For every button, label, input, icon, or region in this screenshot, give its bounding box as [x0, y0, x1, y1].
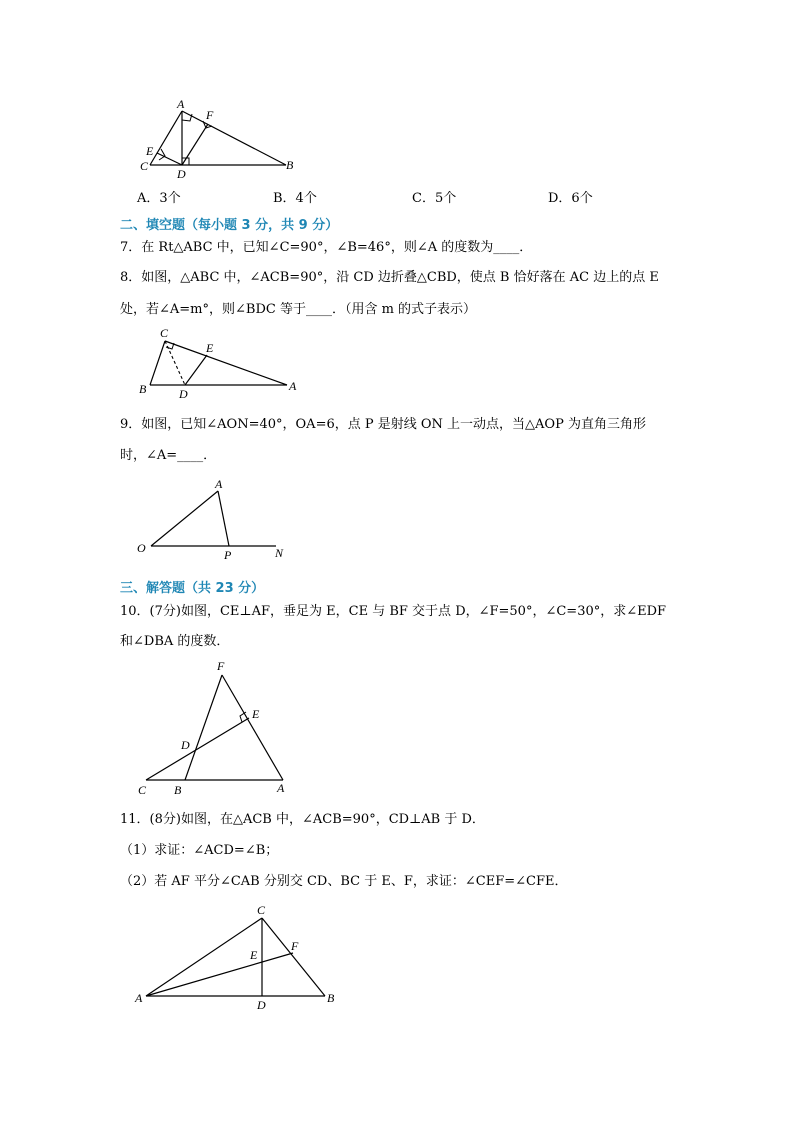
q8-label-B: B [139, 382, 147, 396]
q11-label-D: D [257, 998, 266, 1012]
q11-label-A: A [135, 991, 143, 1005]
q10-label-E: E [252, 707, 260, 721]
q8-label-C: C [160, 326, 169, 340]
q10-label-D: D [181, 738, 190, 752]
q10-label-C: C [138, 783, 147, 797]
q9-label-N: N [275, 546, 284, 560]
q6-option-d: D．6个 [548, 191, 593, 206]
q10-text-line2: 和∠DBA 的度数． [120, 634, 230, 649]
q9-label-P: P [224, 548, 232, 562]
q6-label-D: D [177, 167, 186, 181]
q8-text-line1: 8．如图，△ABC 中，∠ACB=90°，沿 CD 边折叠△CBD，使点 B 恰好落在 AC 边上的点 E [120, 270, 659, 285]
q6-option-c: C．5个 [412, 191, 457, 206]
q11-label-B: B [327, 991, 335, 1005]
q10-label-B: B [174, 783, 182, 797]
q6-label-B: B [286, 158, 294, 172]
q8-text-line2: 处，若∠A=m°，则∠BDC 等于____．（用含 m 的式子表示） [120, 302, 477, 317]
q10-label-A: A [277, 781, 285, 795]
q6-label-E: E [146, 144, 154, 158]
q8-label-E: E [206, 341, 214, 355]
q6-label-A: A [177, 97, 185, 111]
q11-label-F: F [291, 939, 299, 953]
q10-label-F: F [217, 659, 225, 673]
q6-option-b: B．4个 [273, 191, 317, 206]
q11-label-E: E [250, 948, 258, 962]
q9-label-O: O [137, 541, 146, 555]
section-heading-solutions: 三、解答题（共 23 分） [120, 581, 265, 596]
q11-text-line1: 11．(8分)如图，在△ACB 中，∠ACB=90°，CD⊥AB 于 D． [120, 812, 485, 827]
q9-text-line2: 时，∠A=____． [120, 448, 217, 463]
q7-text: 7．在 Rt△ABC 中，已知∠C=90°，∠B=46°，则∠A 的度数为____． [120, 240, 533, 255]
q11-part1: （1）求证：∠ACD=∠B； [120, 843, 279, 858]
q10-text-line1: 10．(7分)如图，CE⊥AF，垂足为 E，CE 与 BF 交于点 D，∠F=50°，∠C=30°，求∠EDF [120, 604, 667, 619]
q6-label-F: F [206, 108, 214, 122]
q9-text-line1: 9．如图，已知∠AON=40°，OA=6，点 P 是射线 ON 上一动点，当△AOP 为直角三角形 [120, 417, 646, 432]
q6-option-a: A．3个 [137, 191, 181, 206]
q11-part2: （2）若 AF 平分∠CAB 分别交 CD、BC 于 E、F，求证：∠CEF=∠CFE． [120, 874, 568, 889]
q6-label-C: C [140, 159, 149, 173]
q8-label-A: A [289, 379, 297, 393]
q8-label-D: D [179, 387, 188, 401]
q11-label-C: C [257, 903, 266, 917]
q9-label-A: A [215, 477, 223, 491]
section-heading-fill-blank: 二、填空题（每小题 3 分，共 9 分） [120, 218, 339, 233]
